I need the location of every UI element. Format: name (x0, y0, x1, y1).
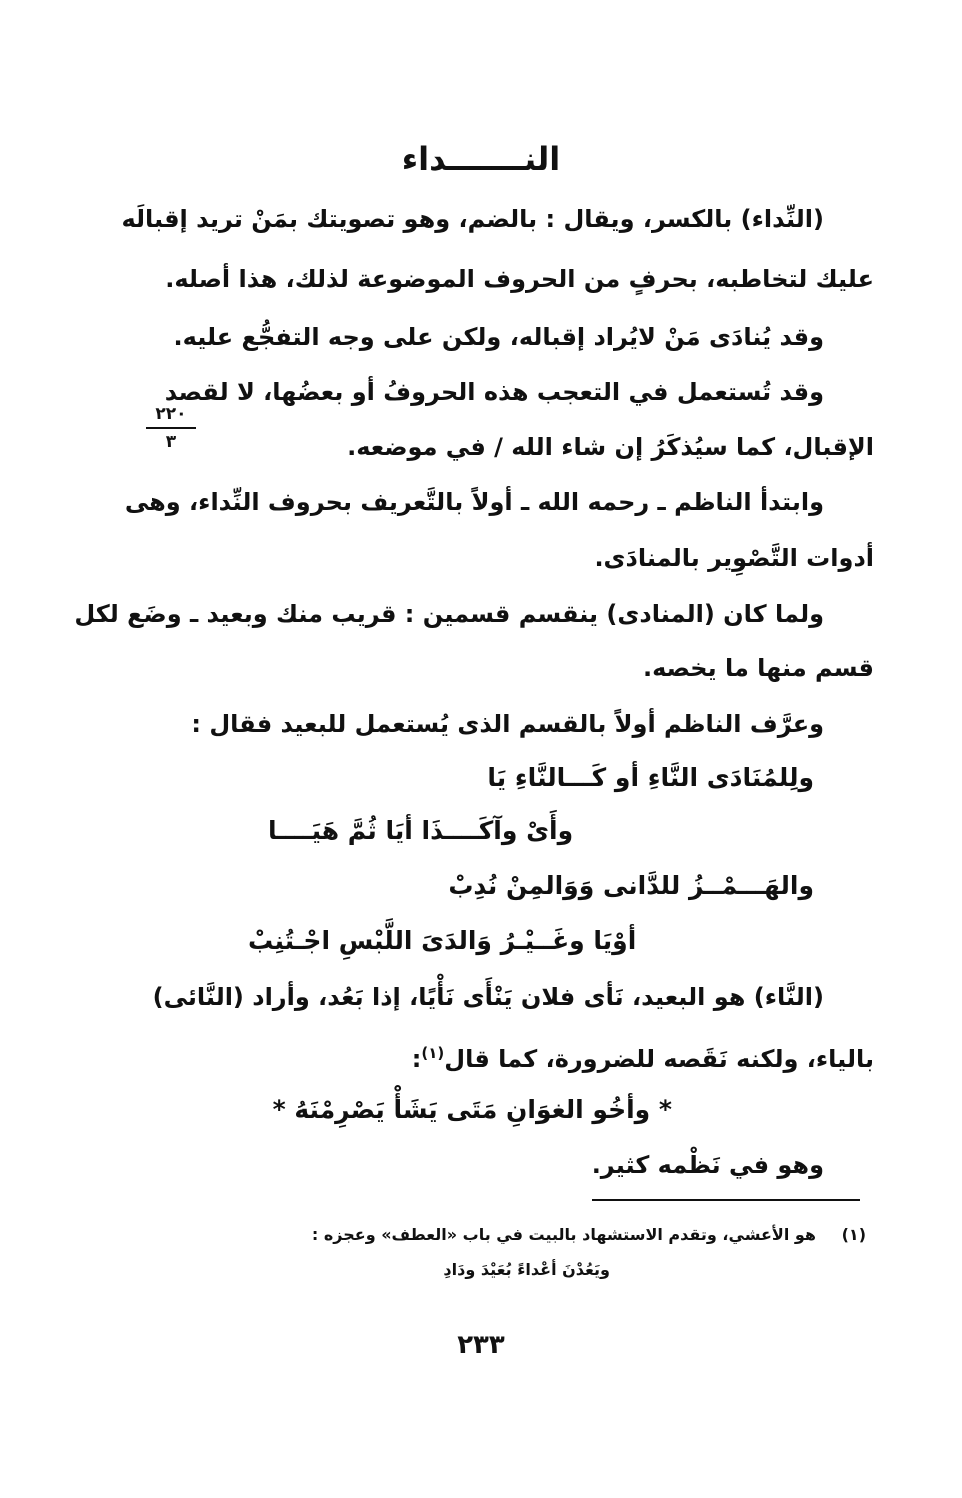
text-line: قسم منها ما يخصه. (642, 654, 874, 682)
chapter-title: النـــــــداء (401, 140, 561, 178)
text-line: وابتدأ الناظم ـ رحمه الله ـ أولاً بالتَّعريف بحروف النِّداء، وهى (124, 488, 824, 516)
footnote-verse: ويَعُدْنَ أعْداءً بُعَيْدَ ودَادِ (443, 1260, 610, 1279)
text-line: عليك لتخاطبه، بحرفٍ من الحروف الموضوعة لذلك، هذا أصله. (165, 265, 874, 293)
footnote-reference: (١) (421, 1044, 445, 1062)
verse-line: وأَىْ وآكَــــذَا أيَا ثُمَّ هَيَــــا (268, 816, 574, 845)
text-line: وعرَّف الناظم أولاً بالقسم الذى يُستعمل للبعيد فقال : (191, 710, 824, 738)
text-line: (النِّداء) بالكسر، ويقال : بالضم، وهو تصويتك بمَنْ تريد إقبالَه (121, 205, 824, 233)
quoted-verse: * وأخُو الغوَانِ مَتَى يَشَأْ يَصْرِمْنَهُ * (272, 1095, 672, 1124)
text-line: أدوات التَّصْوِير بالمنادَى. (594, 544, 874, 572)
text-segment: : (411, 1045, 422, 1073)
verse-line: أوْيَا وغَــيْـرُ وَالدَىَ اللَّبْسِ اجْـتُنِبْ (248, 926, 637, 955)
text-line: ولما كان (المنادى) ينقسم قسمين : قريب منك وبعيد ـ وضَع لكل (74, 600, 824, 628)
margin-note-bottom: ٣ (165, 432, 177, 452)
text-line: وقد تُستعمل في التعجب هذه الحروفُ أو بعضُها، لا لقصد (164, 378, 824, 406)
text-line: (النَّاء) هو البعيد، نَأى فلان يَنْأَى نَأْيًا، إذا بَعُد، وأراد (النَّائى) (152, 983, 824, 1011)
text-line: وقد يُنادَى مَنْ لايُراد إقباله، ولكن على وجه التفجُّع عليه. (173, 323, 824, 351)
verse-line: والهَـــمْــزُ للدَّانى وَوَالمِنْ نُدِبْ (448, 871, 814, 900)
footnote-separator (592, 1199, 860, 1201)
text-line (194, 1033, 874, 1079)
footnote-text: هو الأعشي، وتقدم الاستشهاد بالبيت في باب «العطف» وعجزه : (311, 1225, 816, 1244)
page-number: ٢٣٣ (457, 1330, 505, 1360)
footnote-number: (١) (841, 1225, 866, 1244)
verse-line: ولِلمُنَادَى النَّاءِ أو كَـــالنَّاءِ يَا (487, 763, 814, 792)
text-segment: بالياء، ولكنه نَقَصه للضرورة، كما قال (444, 1045, 874, 1073)
margin-note-top: ٢٢٠ (155, 404, 187, 424)
text-line: وهو في نَظْمه كثير. (591, 1151, 824, 1179)
margin-note-divider (146, 427, 196, 429)
text-line: الإقبال، كما سيُذكَرُ إن شاء الله / في موضعه. (347, 433, 874, 461)
margin-folio-note (146, 404, 196, 452)
